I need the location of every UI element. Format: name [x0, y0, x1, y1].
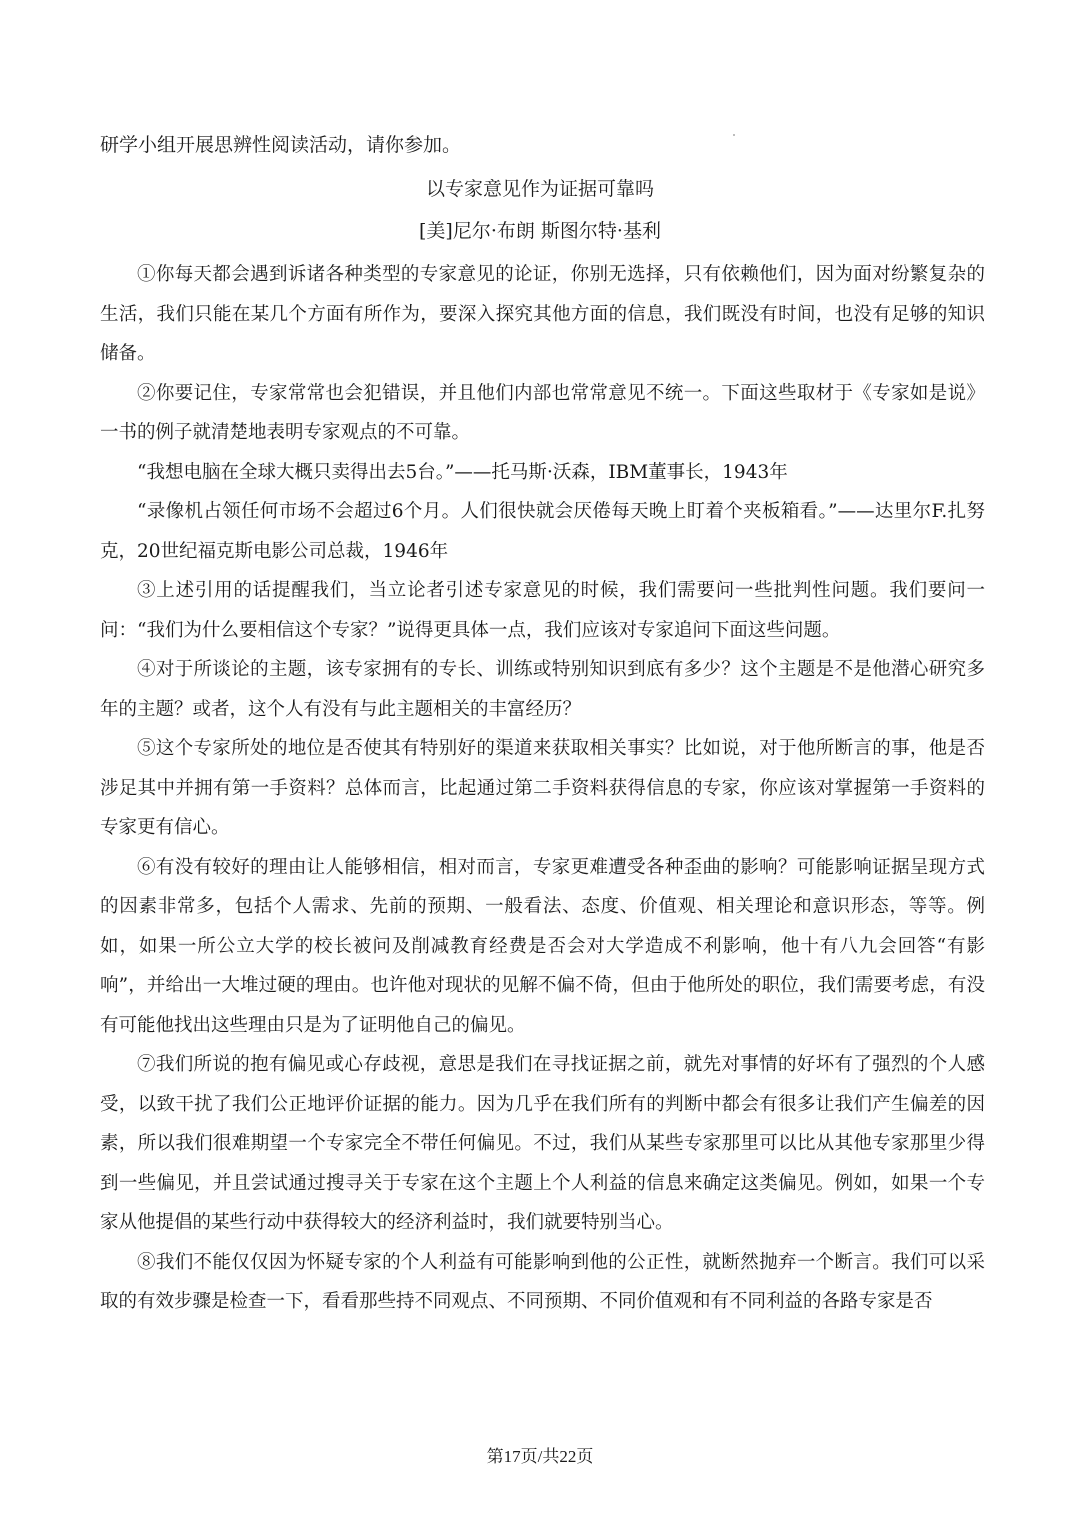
quote-2: “录像机占领任何市场不会超过6个月。人们很快就会厌倦每天晚上盯着个夹板箱看。”——达里尔F.扎努克，20世纪福克斯电影公司总裁，1946年: [100, 501, 985, 562]
paragraph-1: ①你每天都会遇到诉诸各种类型的专家意见的论证，你别无选择，只有依赖他们，因为面对纷繁复杂的生活，我们只能在某几个方面有所作为，要深入探究其他方面的信息，我们既没有时间，也没有足够的知识储备。: [100, 264, 985, 364]
paragraph-5: ⑤这个专家所处的地位是否使其有特别好的渠道来获取相关事实？比如说，对于他所断言的事，他是否涉足其中并拥有第一手资料？总体而言，比起通过第二手资料获得信息的专家，你应该对掌握第一手资料的专家更有信心。: [100, 738, 985, 838]
paragraph-2: ②你要记住，专家常常也会犯错误，并且他们内部也常常意见不统一。下面这些取材于《专家如是说》一书的例子就清楚地表明专家观点的不可靠。: [100, 382, 985, 443]
scan-speck: [733, 134, 735, 136]
quote-1: “我想电脑在全球大概只卖得出去5台。”——托马斯·沃森，IBM董事长，1943年: [137, 461, 788, 483]
intro-text: 研学小组开展思辨性阅读活动，请你参加。: [100, 134, 462, 156]
page-footer: 第17页/共22页: [486, 1447, 594, 1466]
paragraph-7: ⑦我们所说的抱有偏见或心存歧视，意思是我们在寻找证据之前，就先对事情的好坏有了强烈的个人感受，以致干扰了我们公正地评价证据的能力。因为几乎在我们所有的判断中都会有很多让我们产生偏差的因素，所以我们很难期望一个专家完全不带任何偏见。不过，我们从某些专家那里可以比从其他专家那里少得到一些偏见，并且尝试通过搜寻关于专家在这个主题上个人利益的信息来确定这类偏见。例如，如果一个专家从他提倡的某些行动中获得较大的经济利益时，我们就要特别当心。: [100, 1054, 985, 1233]
article-body: [100, 255, 985, 1322]
paragraph-3: ③上述引用的话提醒我们，当立论者引述专家意见的时候，我们需要问一些批判性问题。我们要问一问：“我们为什么要相信这个专家？”说得更具体一点，我们应该对专家追问下面这些问题。: [100, 580, 985, 641]
article-title: 以专家意见作为证据可靠吗: [425, 178, 654, 200]
paragraph-4: ④对于所谈论的主题，该专家拥有的专长、训练或特别知识到底有多少？这个主题是不是他潜心研究多年的主题？或者，这个人有没有与此主题相关的丰富经历？: [100, 659, 985, 720]
paragraph-8: ⑧我们不能仅仅因为怀疑专家的个人利益有可能影响到他的公正性，就断然抛弃一个断言。我们可以采取的有效步骤是检查一下，看看那些持不同观点、不同预期、不同价值观和有不同利益的各路专家是否: [100, 1251, 985, 1312]
paragraph-6: ⑥有没有较好的理由让人能够相信，相对而言，专家更难遭受各种歪曲的影响？可能影响证据呈现方式的因素非常多，包括个人需求、先前的预期、一般看法、态度、价值观、相关理论和意识形态，等等。例如，如果一所公立大学的校长被问及削减教育经费是否会对大学造成不利影响，他十有八九会回答“有影响”，并给出一大堆过硬的理由。也许他对现状的见解不偏不倚，但由于他所处的职位，我们需要考虑，有没有可能他找出这些理由只是为了证明他自己的偏见。: [100, 856, 985, 1036]
article-author: [美]尼尔·布朗 斯图尔特·基利: [419, 220, 661, 242]
